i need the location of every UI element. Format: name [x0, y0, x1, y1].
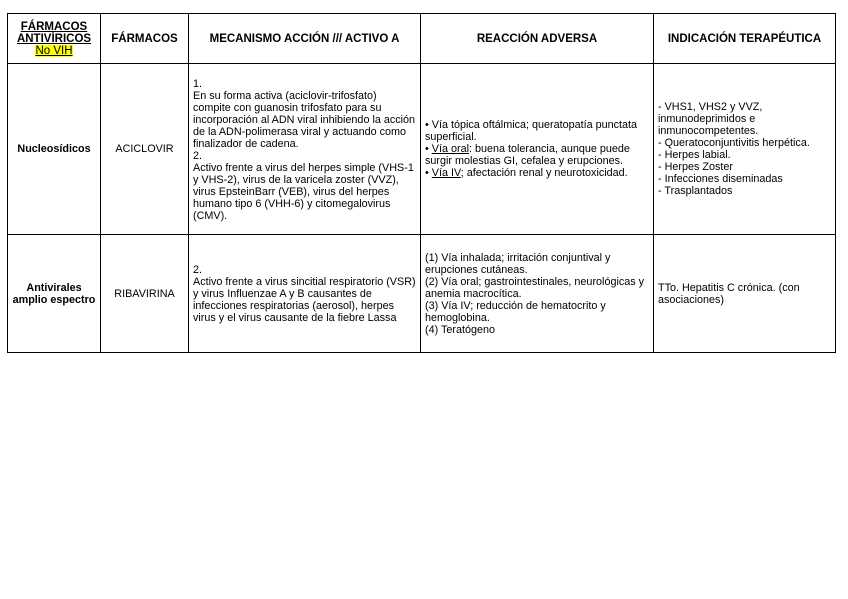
row-mechanism	[189, 235, 421, 353]
header-drug: FÁRMACOS	[101, 14, 189, 64]
mechanism-line: 1.	[193, 77, 203, 90]
antiviral-table	[7, 13, 836, 353]
header-row	[8, 14, 836, 64]
table-row	[8, 235, 836, 353]
indication-item: - Infecciones diseminadas	[658, 173, 783, 185]
indication-item: - Trasplantados	[658, 185, 733, 197]
adverse-item: (4) Teratógeno	[425, 323, 496, 336]
indication-item: - VHS1, VHS2 y VVZ, inmunodeprimidos e inmunocompetentes.	[658, 101, 763, 137]
mechanism-line: 2.	[193, 264, 203, 276]
header-category	[8, 14, 101, 64]
adverse-item: • Vía tópica oftálmica; queratopatía punctata superficial.	[425, 119, 638, 143]
header-adverse: REACCIÓN ADVERSA	[421, 14, 654, 64]
row-drug: ACICLOVIR	[101, 64, 189, 235]
header-mechanism: MECANISMO ACCIÓN /// ACTIVO A	[189, 14, 421, 64]
row-drug: RIBAVIRINA	[101, 235, 189, 353]
bullet: •	[425, 167, 432, 179]
row-adverse	[421, 235, 654, 353]
adverse-item: (2) Vía oral; gastrointestinales, neurológicas y anemia macrocítica.	[425, 275, 645, 300]
indication-item: - Queratoconjuntivitis herpética.	[658, 137, 810, 149]
adverse-text: : buena tolerancia, aunque puede surgir molestias GI, cefalea y erupciones.	[425, 143, 630, 167]
row-indication	[654, 64, 836, 235]
header-indication: INDICACIÓN TERAPÉUTICA	[654, 14, 836, 64]
adverse-item	[425, 167, 649, 179]
table-row	[8, 64, 836, 235]
header-category-badge: No VIH	[35, 44, 73, 57]
row-category: Antivirales amplio espectro	[8, 235, 101, 353]
adverse-route: Vía oral	[431, 143, 469, 155]
mechanism-line: Activo frente a virus sincitial respiratorio (VSR) y virus Influenzae A y B causantes de infecciones respiratorias (aerosol), herpes virus y el virus causante de la fiebre Lassa	[193, 276, 416, 324]
bullet: •	[425, 143, 432, 155]
row-category: Nucleosídicos	[8, 64, 101, 235]
mechanism-line: 2.	[193, 149, 203, 162]
row-adverse	[421, 64, 654, 235]
row-indication: TTo. Hepatitis C crónica. (con asociaciones)	[654, 235, 836, 353]
adverse-text: ; afectación renal y neurotoxicidad.	[460, 167, 628, 179]
adverse-item: (1) Vía inhalada; irritación conjuntival y erupciones cutáneas.	[425, 251, 611, 276]
adverse-item: (3) Vía IV; reducción de hematocrito y hemoglobina.	[425, 299, 606, 324]
indication-item: - Herpes labial.	[658, 149, 731, 161]
mechanism-line: En su forma activa (aciclovir-trifosfato) compite con guanosin trifosfato para su incorporación al ADN viral inhibiendo la acción de la ADN-polimerasa viral y actuando como finalizador de cadena.	[193, 89, 416, 150]
row-mechanism	[189, 64, 421, 235]
adverse-route: Vía IV	[431, 167, 461, 179]
indication-item: - Herpes Zoster	[658, 161, 733, 173]
mechanism-line: Activo frente a virus del herpes simple (VHS-1 y VHS-2), virus de la varicela zoster (VVZ), virus EpsteinBarr (VEB), virus del herpes humano tipo 6 (VHH-6) y citomegalovirus (CMV).	[193, 161, 414, 222]
adverse-item	[425, 143, 649, 167]
header-category-line1: FÁRMACOS	[20, 20, 88, 33]
header-category-line2: ANTIVÍRICOS	[16, 32, 92, 45]
